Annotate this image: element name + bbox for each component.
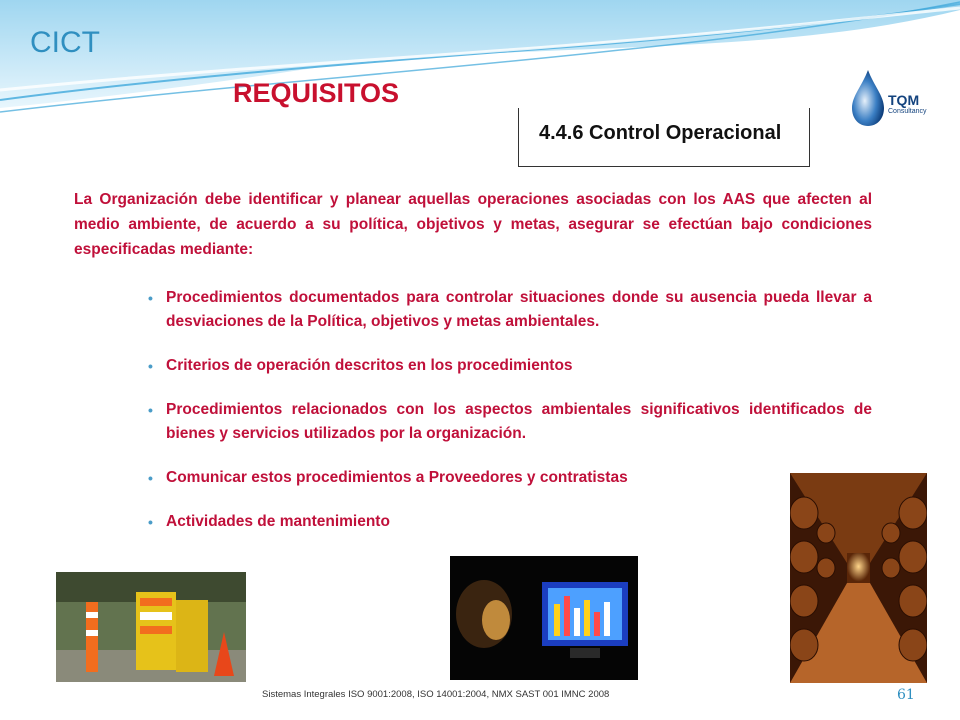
warehouse-barrels-photo [790, 473, 927, 683]
list-item [148, 466, 872, 490]
monitor-operator-photo [450, 556, 638, 680]
logo-subtext: Consultancy [888, 108, 927, 115]
page-number: 61 [897, 687, 915, 703]
list-item [148, 286, 872, 334]
bullet-icon: • [148, 358, 153, 374]
logo-text: TQM [888, 92, 920, 108]
header-wave-decoration [0, 0, 960, 130]
organization-title: CICT [30, 26, 100, 59]
list-item [148, 510, 872, 534]
list-item [148, 354, 872, 378]
list-item-text: Criterios de operación descritos en los procedimientos [166, 357, 573, 374]
footer-text: Sistemas Integrales ISO 9001:2008, ISO 14001:2004, NMX SAST 001 IMNC 2008 [262, 689, 610, 700]
bullet-icon: • [148, 402, 153, 418]
requirements-list [148, 286, 872, 554]
intro-paragraph: La Organización debe identificar y planear aquellas operaciones asociadas con los AAS que afecten al medio ambiente, de acuerdo a su política, objetivos y metas, asegurar se efectúan bajo condiciones especificadas mediante: [74, 191, 872, 258]
list-item-text: Procedimientos documentados para controlar situaciones donde su ausencia pueda llevar a desviaciones de la Política, objetivos y metas ambientales. [166, 289, 872, 330]
water-drop-icon [852, 70, 884, 126]
section-heading: 4.4.6 Control Operacional [539, 122, 782, 144]
list-item-text: Comunicar estos procedimientos a Proveedores y contratistas [166, 469, 628, 486]
bullet-icon: • [148, 290, 153, 306]
page-title: REQUISITOS [233, 78, 400, 108]
list-item-text: Procedimientos relacionados con los aspectos ambientales significativos identificados de bienes y servicios utilizados por la organización. [166, 401, 872, 442]
list-item [148, 398, 872, 446]
tqm-logo [850, 68, 934, 128]
barricade-photo [56, 572, 246, 682]
bullet-icon: • [148, 470, 153, 486]
section-heading-box [518, 108, 810, 167]
list-item-text: Actividades de mantenimiento [166, 513, 390, 530]
bullet-icon: • [148, 514, 153, 530]
